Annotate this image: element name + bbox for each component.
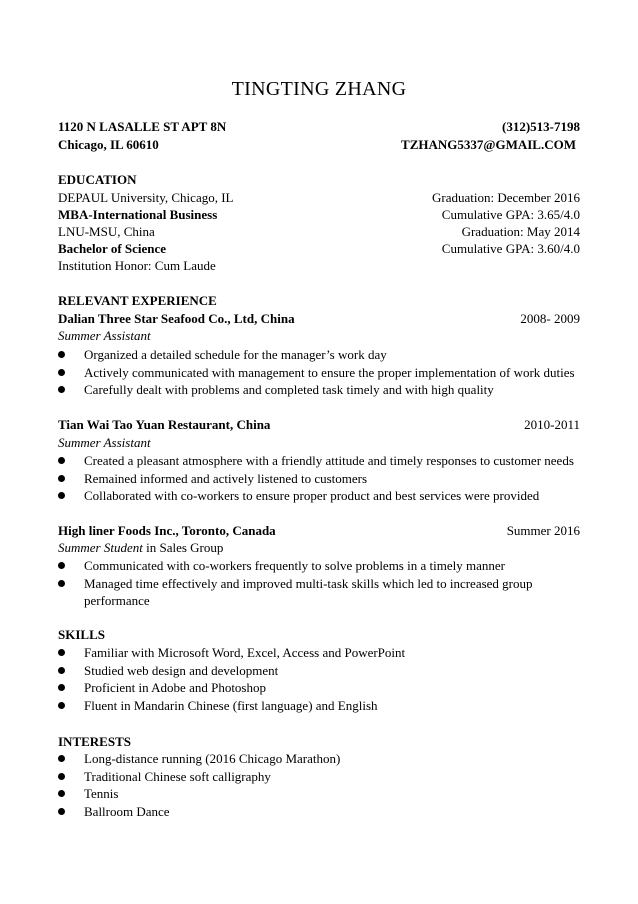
job-1-dates: 2008- 2009 <box>520 311 580 326</box>
bullet-icon <box>58 667 65 674</box>
bullet-icon <box>58 790 65 797</box>
list-item: Familiar with Microsoft Word, Excel, Access and PowerPoint <box>58 644 578 662</box>
degree-1-gpa: Cumulative GPA: 3.65/4.0 <box>441 207 580 222</box>
job-2-title: Summer Assistant <box>58 435 151 450</box>
job-1-header <box>58 310 580 327</box>
job-1-company: Dalian Three Star Seafood Co., Ltd, China <box>58 311 295 326</box>
bullet-icon <box>58 351 65 358</box>
school-2: LNU-MSU, China <box>58 224 155 239</box>
experience-heading: RELEVANT EXPERIENCE <box>58 293 217 308</box>
bullet-icon <box>58 457 65 464</box>
phone-number: (312)513-7198 <box>502 119 580 134</box>
bullet-icon <box>58 562 65 569</box>
degree-2-gpa: Cumulative GPA: 3.60/4.0 <box>441 241 580 256</box>
job-1-bullets <box>58 346 578 399</box>
list-item: Actively communicated with management to ensure the proper implementation of work duties <box>58 364 578 382</box>
list-item: Managed time effectively and improved multi-task skills which led to increased group performance <box>58 575 538 610</box>
education-row-1 <box>58 189 580 206</box>
bullet-icon <box>58 755 65 762</box>
skills-heading: SKILLS <box>58 627 105 642</box>
bullet-icon <box>58 386 65 393</box>
job-2-dates: 2010-2011 <box>524 417 580 432</box>
skills-list <box>58 644 578 714</box>
job-1-title: Summer Assistant <box>58 328 151 343</box>
interests-heading: INTERESTS <box>58 734 131 749</box>
job-3-header <box>58 522 580 539</box>
education-row-4 <box>58 240 580 257</box>
list-item: Remained informed and actively listened to customers <box>58 470 578 488</box>
candidate-name: TINGTING ZHANG <box>231 78 407 100</box>
contact-row-2 <box>58 136 576 153</box>
bullet-icon <box>58 475 65 482</box>
bullet-icon <box>58 580 65 587</box>
bullet-icon <box>58 773 65 780</box>
list-item: Created a pleasant atmosphere with a friendly attitude and timely responses to customer needs <box>58 452 578 470</box>
bullet-icon <box>58 492 65 499</box>
email-address: TZHANG5337@GMAIL.COM <box>401 137 576 152</box>
job-2-header <box>58 416 580 433</box>
job-2-company: Tian Wai Tao Yuan Restaurant, China <box>58 417 271 432</box>
list-item: Organized a detailed schedule for the manager’s work day <box>58 346 578 364</box>
list-item: Carefully dealt with problems and completed task timely and with high quality <box>58 381 578 399</box>
list-item: Studied web design and development <box>58 662 578 680</box>
school-1-graduation: Graduation: December 2016 <box>431 190 580 205</box>
education-honor: Institution Honor: Cum Laude <box>58 258 216 273</box>
job-3-company: High liner Foods Inc., Toronto, Canada <box>58 523 276 538</box>
bullet-icon <box>58 808 65 815</box>
degree-1: MBA-International Business <box>58 207 218 222</box>
bullet-icon <box>58 369 65 376</box>
job-3-title: Summer Student in Sales Group <box>58 540 224 555</box>
contact-row-1 <box>58 118 580 135</box>
school-1: DEPAUL University, Chicago, IL <box>58 190 234 205</box>
address-line-1: 1120 N LASALLE ST APT 8N <box>58 119 227 134</box>
education-heading: EDUCATION <box>58 172 137 187</box>
degree-2: Bachelor of Science <box>58 241 167 256</box>
list-item: Tennis <box>58 785 578 803</box>
education-row-3 <box>58 223 580 240</box>
job-2-bullets <box>58 452 578 505</box>
list-item: Fluent in Mandarin Chinese (first language) and English <box>58 697 578 715</box>
list-item: Communicated with co-workers frequently to solve problems in a timely manner <box>58 557 538 575</box>
bullet-icon <box>58 702 65 709</box>
bullet-icon <box>58 649 65 656</box>
list-item: Long-distance running (2016 Chicago Marathon) <box>58 750 578 768</box>
job-3-dates: Summer 2016 <box>506 523 580 538</box>
education-row-2 <box>58 206 580 223</box>
list-item: Traditional Chinese soft calligraphy <box>58 768 578 786</box>
bullet-icon <box>58 684 65 691</box>
job-3-bullets <box>58 557 538 610</box>
school-2-graduation: Graduation: May 2014 <box>461 224 580 239</box>
address-line-2: Chicago, IL 60610 <box>58 137 159 152</box>
list-item: Collaborated with co-workers to ensure proper product and best services were provided <box>58 487 578 505</box>
list-item: Proficient in Adobe and Photoshop <box>58 679 578 697</box>
list-item: Ballroom Dance <box>58 803 578 821</box>
interests-list <box>58 750 578 820</box>
